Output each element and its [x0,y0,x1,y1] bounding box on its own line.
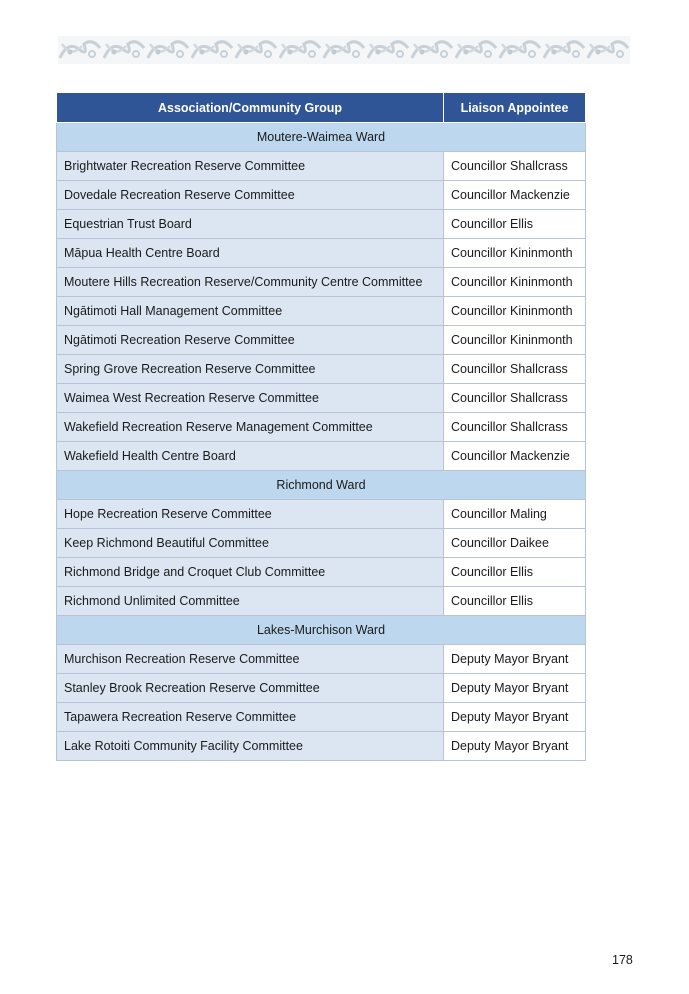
decorative-pattern-banner [58,36,630,64]
group-name-cell: Ngātimoti Hall Management Committee [57,297,444,326]
table-row [57,500,586,529]
group-name-cell: Hope Recreation Reserve Committee [57,500,444,529]
ward-header-row [57,616,586,645]
ward-name: Lakes-Murchison Ward [57,616,586,645]
table-row [57,297,586,326]
liaison-appointments-table [56,92,586,761]
table-row [57,181,586,210]
group-name-cell: Wakefield Recreation Reserve Management Committee [57,413,444,442]
table-row [57,645,586,674]
table-row [57,558,586,587]
appointee-cell: Deputy Mayor Bryant [444,703,586,732]
table-row [57,442,586,471]
appointee-cell: Councillor Ellis [444,210,586,239]
appointee-cell: Councillor Shallcrass [444,413,586,442]
appointee-cell: Councillor Ellis [444,558,586,587]
table-row [57,529,586,558]
table-row [57,152,586,181]
appointee-cell: Councillor Shallcrass [444,152,586,181]
group-name-cell: Māpua Health Centre Board [57,239,444,268]
appointee-cell: Councillor Shallcrass [444,384,586,413]
group-name-cell: Waimea West Recreation Reserve Committee [57,384,444,413]
table-row [57,674,586,703]
table-row [57,732,586,761]
appointee-cell: Deputy Mayor Bryant [444,645,586,674]
table-row [57,703,586,732]
table-row [57,210,586,239]
appointee-cell: Deputy Mayor Bryant [444,674,586,703]
table-row [57,355,586,384]
header-liaison-appointee: Liaison Appointee [444,93,586,123]
header-association-group: Association/Community Group [57,93,444,123]
table-row [57,326,586,355]
appointee-cell: Councillor Kininmonth [444,297,586,326]
table-row [57,384,586,413]
appointee-cell: Councillor Kininmonth [444,239,586,268]
page-number: 178 [612,953,633,967]
appointee-cell: Councillor Maling [444,500,586,529]
ward-name: Moutere-Waimea Ward [57,123,586,152]
appointee-cell: Councillor Kininmonth [444,268,586,297]
group-name-cell: Dovedale Recreation Reserve Committee [57,181,444,210]
group-name-cell: Ngātimoti Recreation Reserve Committee [57,326,444,355]
group-name-cell: Murchison Recreation Reserve Committee [57,645,444,674]
group-name-cell: Lake Rotoiti Community Facility Committee [57,732,444,761]
group-name-cell: Brightwater Recreation Reserve Committee [57,152,444,181]
appointee-cell: Councillor Shallcrass [444,355,586,384]
appointee-cell: Councillor Ellis [444,587,586,616]
appointee-cell: Councillor Mackenzie [444,181,586,210]
table-row [57,413,586,442]
group-name-cell: Moutere Hills Recreation Reserve/Community Centre Committee [57,268,444,297]
appointee-cell: Councillor Daikee [444,529,586,558]
table-row [57,587,586,616]
group-name-cell: Richmond Unlimited Committee [57,587,444,616]
ward-name: Richmond Ward [57,471,586,500]
appointee-cell: Councillor Mackenzie [444,442,586,471]
group-name-cell: Keep Richmond Beautiful Committee [57,529,444,558]
group-name-cell: Wakefield Health Centre Board [57,442,444,471]
ward-header-row [57,123,586,152]
ward-header-row [57,471,586,500]
table-row [57,268,586,297]
appointee-cell: Councillor Kininmonth [444,326,586,355]
group-name-cell: Equestrian Trust Board [57,210,444,239]
table-header-row [57,93,586,123]
group-name-cell: Spring Grove Recreation Reserve Committee [57,355,444,384]
group-name-cell: Tapawera Recreation Reserve Committee [57,703,444,732]
table-row [57,239,586,268]
group-name-cell: Richmond Bridge and Croquet Club Committee [57,558,444,587]
appointee-cell: Deputy Mayor Bryant [444,732,586,761]
group-name-cell: Stanley Brook Recreation Reserve Committee [57,674,444,703]
